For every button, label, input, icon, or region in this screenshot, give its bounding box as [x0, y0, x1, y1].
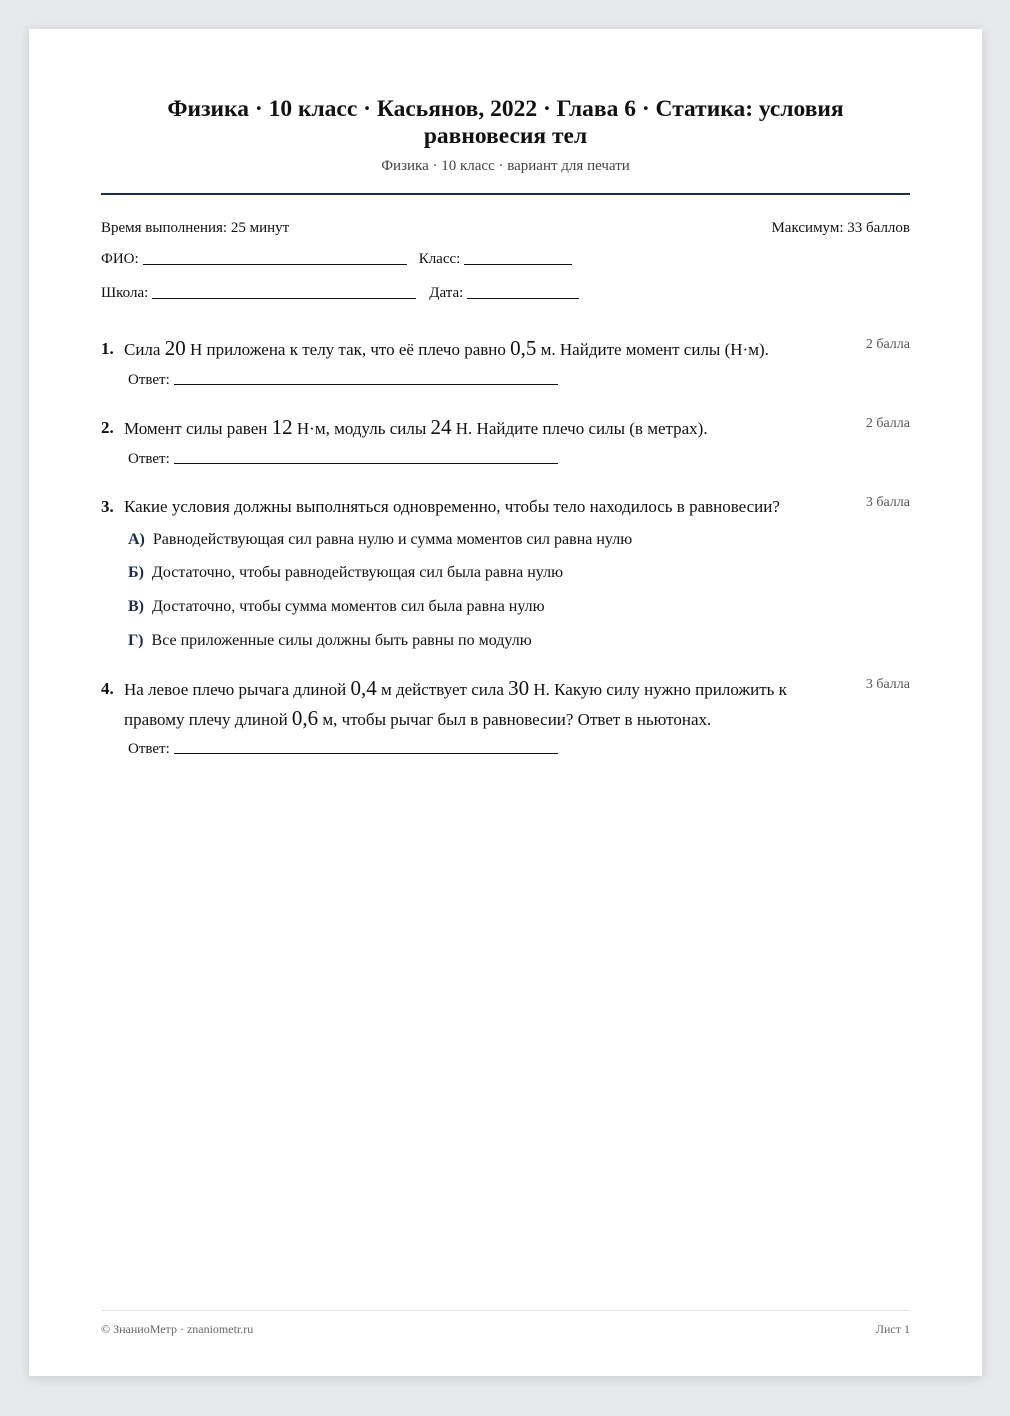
answer-row-4	[128, 741, 558, 758]
page-content	[101, 29, 910, 1376]
answer-field-2[interactable]	[174, 463, 558, 464]
text-part: Н приложена к телу так, что её плечо равно	[185, 340, 511, 359]
question-text: Какие условия должны выполняться одновременно, чтобы тело находилось в равновесии?	[124, 497, 780, 516]
value-right-arm: 0,6	[291, 706, 319, 730]
value-moment: 12	[271, 415, 293, 439]
option-text: Равнодействующая сил равна нулю и сумма моментов сил равна нулю	[152, 531, 633, 548]
fio-class-row	[101, 251, 572, 268]
question-points: 2 балла	[865, 337, 910, 352]
answer-field-4[interactable]	[174, 753, 558, 754]
question-number: 3.	[101, 497, 114, 516]
question-number: 1.	[101, 339, 114, 358]
page-title: Физика · 10 класс · Касьянов, 2022 · Глава 6 · Статика: условия равновесия тел	[167, 96, 844, 149]
option-text: Достаточно, чтобы сумма моментов сил была равна нулю	[152, 598, 545, 615]
text-part: Сила	[124, 340, 165, 359]
value-force: 30	[508, 676, 530, 700]
option-a[interactable]	[128, 531, 632, 549]
option-letter: В)	[128, 598, 144, 615]
worksheet-page	[29, 29, 982, 1376]
question-text	[124, 674, 830, 734]
school-label: Школа:	[101, 285, 149, 301]
question-points: 3 балла	[865, 495, 910, 510]
school-date-row	[101, 285, 579, 302]
question-text	[124, 413, 830, 443]
value-force: 20	[164, 336, 186, 360]
date-field[interactable]	[467, 297, 579, 299]
value-left-arm: 0,4	[350, 676, 377, 700]
value-force: 24	[430, 415, 452, 439]
copyright: © ЗнаниоМетр · znaniometr.ru	[101, 1322, 254, 1336]
question-points: 2 балла	[865, 416, 910, 431]
option-b[interactable]	[128, 564, 563, 582]
text-part: м действует сила	[376, 680, 509, 699]
text-part: На левое плечо рычага длиной	[124, 680, 351, 699]
option-text: Все приложенные силы должны быть равны по модулю	[151, 632, 532, 649]
option-letter: А)	[128, 531, 145, 548]
answer-label: Ответ:	[128, 451, 170, 467]
question-text	[124, 334, 830, 364]
class-label: Класс:	[418, 251, 461, 267]
option-text: Достаточно, чтобы равнодействующая сил была равна нулю	[151, 564, 564, 581]
answer-field-1[interactable]	[174, 384, 558, 385]
header-divider	[101, 193, 910, 195]
class-field[interactable]	[464, 263, 572, 265]
answer-row-1	[128, 372, 558, 389]
max-score: Максимум: 33 баллов	[771, 220, 910, 236]
text-part: Момент силы равен	[124, 419, 272, 438]
answer-label: Ответ:	[128, 372, 170, 388]
option-letter: Б)	[128, 564, 144, 581]
answer-row-2	[128, 451, 558, 468]
sheet-number: Лист 1	[875, 1322, 910, 1336]
time-limit: Время выполнения: 25 минут	[101, 220, 290, 236]
option-v[interactable]	[128, 598, 545, 616]
text-part: Н. Какую силу нужно приложить к правому плечу длиной	[124, 680, 787, 729]
value-arm: 0,5	[510, 336, 537, 360]
school-field[interactable]	[152, 297, 416, 299]
text-part: м. Найдите момент силы (Н·м).	[536, 340, 769, 359]
date-label: Дата:	[429, 285, 464, 301]
text-part: м, чтобы рычаг был в равновесии? Ответ в ньютонах.	[318, 710, 712, 729]
option-g[interactable]	[128, 632, 532, 650]
fio-label: ФИО:	[101, 251, 139, 267]
text-part: Н. Найдите плечо силы (в метрах).	[451, 419, 708, 438]
text-part: Н·м, модуль силы	[292, 419, 431, 438]
footer-divider	[101, 1310, 910, 1311]
question-number: 2.	[101, 418, 114, 437]
fio-field[interactable]	[143, 263, 407, 265]
question-points: 3 балла	[865, 677, 910, 692]
option-letter: Г)	[128, 632, 144, 649]
answer-label: Ответ:	[128, 741, 170, 757]
page-subtitle: Физика · 10 класс · вариант для печати	[381, 158, 630, 174]
question-number: 4.	[101, 679, 114, 698]
